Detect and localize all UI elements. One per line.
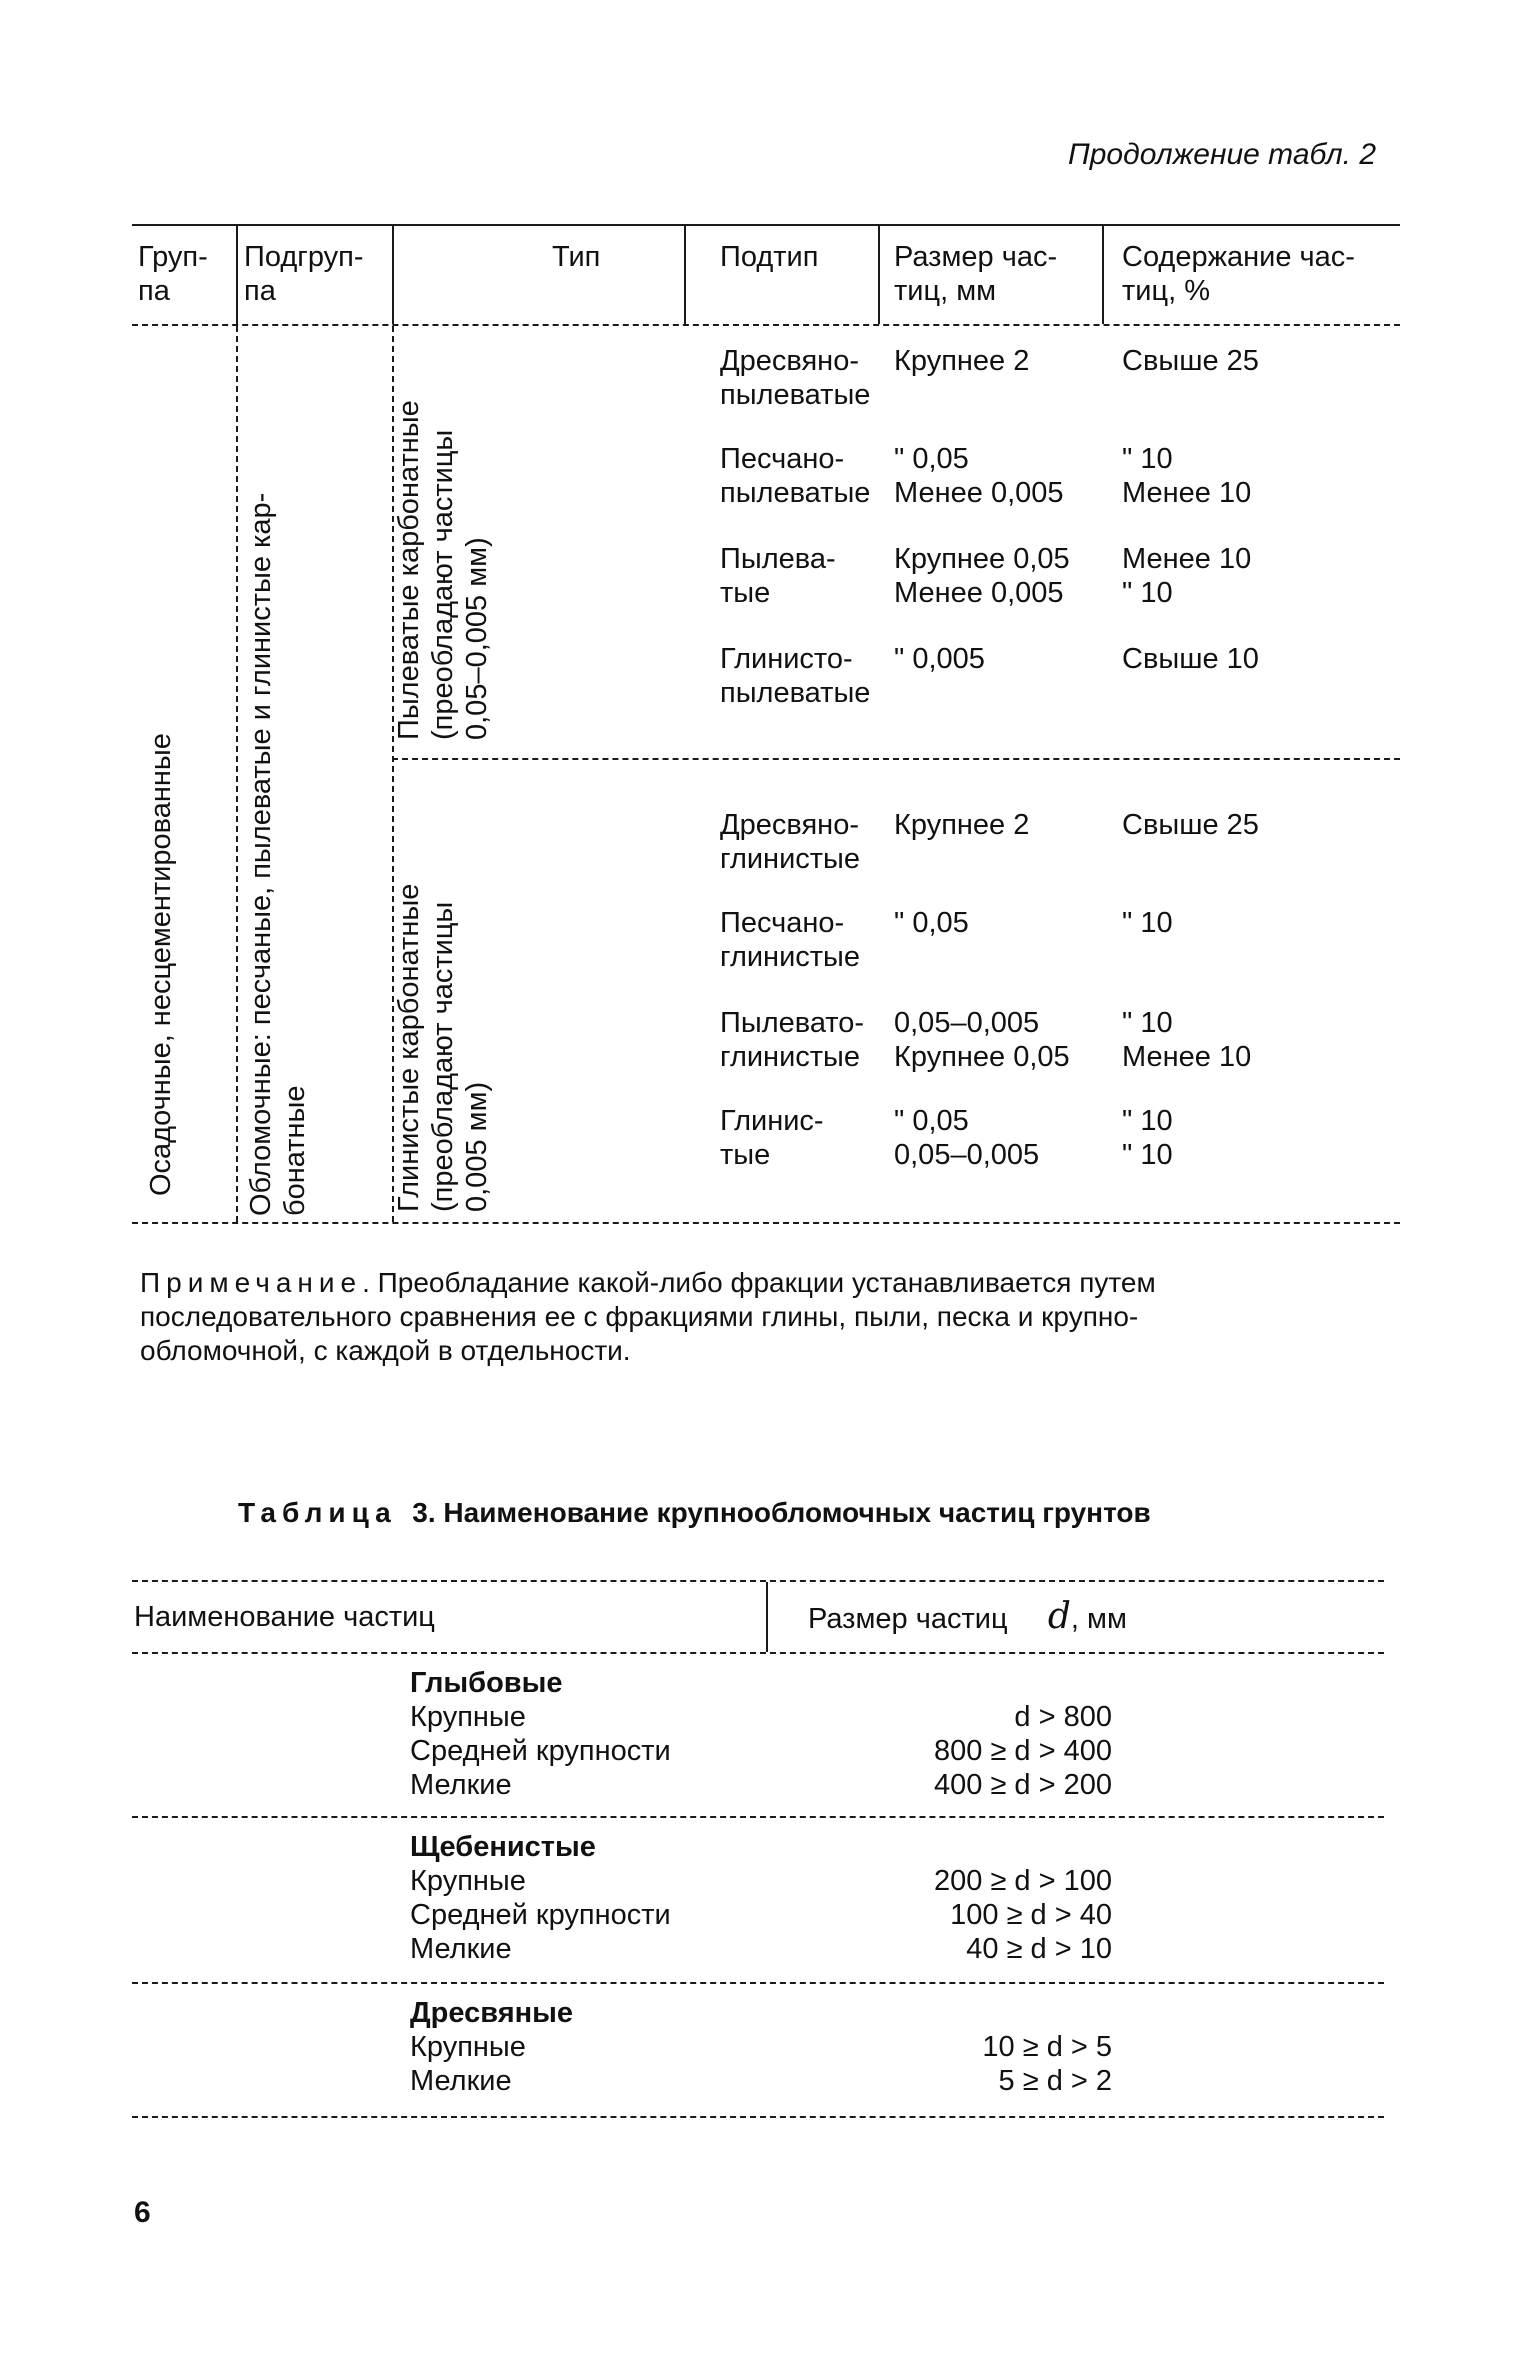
content-cell: " 10 " 10 — [1122, 1105, 1173, 1171]
header-subtype: Подтип — [720, 241, 819, 273]
size-cell: " 0,05 0,05–0,005 — [894, 1105, 1040, 1171]
content-cell: Свыше 10 — [1122, 643, 1259, 675]
size-cell: Крупнее 0,05 Менее 0,005 — [894, 543, 1070, 609]
list-item: Средней крупности — [410, 1735, 671, 1767]
list-item: Крупные — [410, 1865, 526, 1897]
list-item: Мелкие — [410, 1933, 512, 1965]
list-item: Крупные — [410, 1701, 526, 1733]
size-cell: Крупнее 2 — [894, 345, 1030, 377]
table-row: Дресвяно- глинистые — [720, 809, 861, 875]
diameter-symbol: d — [1047, 1596, 1071, 1637]
content-cell: Свыше 25 — [1122, 345, 1259, 377]
list-item: Крупные — [410, 2031, 526, 2063]
type1-vertical-text: Пылеватые карбонатные (преобладают частицы 0,05–0,005 мм) — [393, 400, 493, 740]
content-cell: " 10 Менее 10 — [1122, 1007, 1252, 1073]
table-note: Примечание. Преобладание какой-либо фракции устанавливается путем последовательного сравнения ее с фракциями глины, пыли, песка и крупно- обломочной, с каждой в отдельности. — [140, 1267, 1156, 1366]
table2-bottom-rule — [132, 1222, 1400, 1224]
list-item: Мелкие — [410, 1769, 512, 1801]
content-cell: Менее 10 " 10 — [1122, 543, 1252, 609]
table2-col-divider-2 — [392, 226, 394, 324]
page-number: 6 — [134, 2196, 151, 2229]
size-column-crushed-stone: 200 ≥ d > 100 100 ≥ d > 40 40 ≥ d > 10 — [934, 1865, 1112, 1965]
table3-bottom-rule — [132, 2116, 1384, 2118]
table3-header-name: Наименование частиц — [134, 1601, 435, 1633]
table2-body-divider-1 — [236, 326, 238, 1222]
header-group: Груп- па — [138, 241, 208, 307]
list-item: Средней крупности — [410, 1899, 671, 1931]
table3-top-rule — [132, 1580, 1384, 1582]
particle-group-crushed-stone: Щебенистые Крупные Средней крупности Мелкие — [410, 1831, 671, 1965]
table3-title: Таблица 3. Наименование крупнообломочных частиц грунтов — [238, 1497, 1151, 1528]
content-cell: " 10 — [1122, 907, 1173, 939]
table2-header-rule — [132, 324, 1400, 326]
table-row: Глинис- тые — [720, 1105, 824, 1171]
size-cell: " 0,05 — [894, 907, 969, 939]
subtype-cell: Дресвяно- пылеватые — [720, 345, 871, 411]
table3-group-divider — [132, 1816, 1384, 1818]
table2-col-divider-3 — [684, 226, 686, 324]
size-column-boulders: d > 800 800 ≥ d > 400 400 ≥ d > 200 — [934, 1701, 1112, 1801]
header-content: Содержание час- тиц, % — [1122, 241, 1355, 307]
table3-group-divider — [132, 1982, 1384, 1984]
table-row — [720, 344, 870, 412]
table-row: Пылева- тые — [720, 543, 836, 609]
particle-group-gruss: Дресвяные Крупные Мелкие — [410, 1997, 574, 2097]
table3-header-rule — [132, 1652, 1384, 1654]
table-row: Песчано- глинистые — [720, 907, 861, 973]
size-cell: 0,05–0,005 Крупнее 0,05 — [894, 1007, 1070, 1073]
table2-col-divider-5 — [1102, 226, 1104, 324]
header-subgroup: Подгруп- па — [244, 241, 364, 307]
size-column-gruss: 10 ≥ d > 5 5 ≥ d > 2 — [982, 2031, 1112, 2097]
table-row: Песчано- пылеватые — [720, 443, 871, 509]
table3-header-size: Размер частиц d, мм — [808, 1596, 1127, 1637]
particle-group-boulders: Глыбовые Крупные Средней крупности Мелкие — [410, 1667, 671, 1801]
content-cell: Свыше 25 — [1122, 809, 1259, 841]
size-cell: " 0,05 Менее 0,005 — [894, 443, 1064, 509]
table2-col-divider-4 — [878, 226, 880, 324]
subgroup-vertical-text: Обломочные: песчаные, пылеватые и глинистые кар- бонатные — [245, 492, 311, 1216]
header-size: Размер час- тиц, мм — [894, 241, 1058, 307]
table-row: Глинисто- пылеватые — [720, 643, 871, 709]
size-cell: " 0,005 — [894, 643, 985, 675]
note-label: Примечание — [140, 1267, 363, 1298]
group-vertical-text: Осадочные, несцементированные — [145, 733, 177, 1196]
table-row: Пылевато- глинистые — [720, 1007, 865, 1073]
table2-top-rule — [132, 224, 1400, 226]
content-cell: " 10 Менее 10 — [1122, 443, 1252, 509]
table-continuation-caption: Продолжение табл. 2 — [1068, 138, 1376, 171]
size-cell: Крупнее 2 — [894, 809, 1030, 841]
type2-vertical-text: Глинистые карбонатные (преобладают частицы 0,005 мм) — [393, 883, 493, 1212]
list-item: Мелкие — [410, 2065, 512, 2097]
header-type: Тип — [552, 241, 601, 273]
table2-type-separator — [392, 758, 1400, 760]
table3-col-divider — [766, 1582, 768, 1652]
table2-col-divider-1 — [236, 226, 238, 324]
